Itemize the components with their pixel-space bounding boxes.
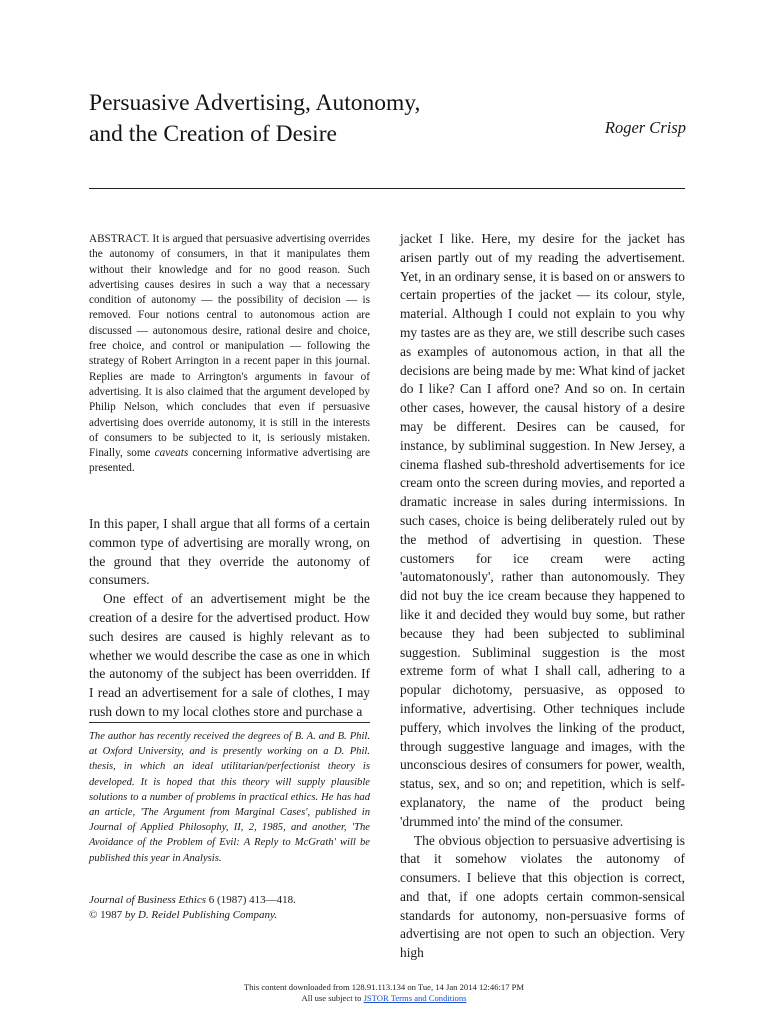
abstract [89, 232, 370, 477]
terms-prefix: All use subject to [301, 993, 364, 1003]
download-info: This content downloaded from 128.91.113.134 on Tue, 14 Jan 2014 12:46:17 PM [243, 982, 525, 992]
footnote-divider [89, 722, 370, 723]
article-title [89, 88, 420, 150]
terms-line [0, 993, 768, 1004]
footnote-text: The author has recently received the degrees of B. A. and B. Phil. at Oxford University, and is presently working on a D. Phil. thesis, in which an ideal utilitarian/perfectionist theory is developed. It is hoped that this theory will supply plausible solutions to a number of problems in practical ethics. He has had an article, 'The Argument from Marginal Cases', published in Journal of Applied Philosophy, II, 2, 1985, and another, 'The Avoidance of the Problem of Evil: A Reply to McGrath' will be published this year in Analysis. [89, 731, 370, 864]
copyright-symbol-year: © 1987 [89, 909, 125, 921]
title-line-2: and the Creation of Desire [89, 121, 337, 147]
author-footnote [89, 729, 370, 866]
journal-reference [89, 893, 296, 923]
abstract-text: ABSTRACT. It is argued that persuasive advertising overrides the autonomy of consumers, in that it manipulates them without their knowledge and for no good reason. Such advertising causes desires in such a way that a necessary condition of autonomy — the possibility of decision — is removed. Four notions central to autonomous action are discussed — autonomous desire, rational desire and choice, free choice, and control or manipulation — following the strategy of Robert Arrington in a recent paper in this journal. Replies are made to Arrington's arguments in favour of advertising. It is also claimed that the argument developed by Philip Nelson, which concludes that even if persuasive advertising does override autonomy, it is still in the interests of consumers to be subjected to it, is seriously mistaken. Finally, some caveats concerning informative advertising are presented. [89, 233, 370, 475]
journal-volume-pages: 6 (1987) 413—418. [206, 894, 296, 906]
body-paragraph: The obvious objection to persuasive advertising is that it somehow violates the autonomy of consumers. I believe that this objection is correct, and that, if one adopts certain common-sensical standards for autonomy, non-persuasive forms of advertising are not open to such an objection. Very high [400, 832, 685, 961]
title-line-1: Persuasive Advertising, Autonomy, [89, 90, 421, 116]
publisher-name: by D. Reidel Publishing Company. [124, 909, 278, 921]
journal-citation [89, 893, 296, 908]
body-paragraph: One effect of an advertisement might be the creation of a desire for the advertised product. How such desires are caused is highly relevant as to whether we would describe the case as one in which the autonomy of the subject has been overridden. If I read an advertisement for a sale of clothes, I may rush down to my local clothes store and purchase a [89, 591, 370, 719]
body-paragraph: jacket I like. Here, my desire for the jacket has arisen partly out of my reading the advertisement. Yet, in an ordinary sense, it is based on or answers to certain properties of the jacket — its colour, style, material. Although I could not explain to you why my tastes are as they are, we still describe such cases as examples of autonomous action, in that all the decisions are being made by me: What kind of jacket do I like? Can I afford one? And so on. In certain other cases, however, the causal history of a desire may be different. Desires can be caused, for instance, by subliminal suggestion. In New Jersey, a cinema flashed sub-threshold advertisements for ice cream onto the screen during movies, and reported a dramatic increase in sales during intermissions. In such cases, choice is being deliberately ruled out by the method of advertising in question. These customers for ice cream were acting 'automatonously', rather than autonomously. They did not buy the ice cream because they happened to like it and decided they would buy some, but rather because they had been subjected to subliminal suggestion. Subliminal suggestion is the most extreme form of what I shall call, adhering to a popular dichotomy, persuasive, as opposed to informative, advertising. Other techniques include puffery, which involves the linking of the product, through suggestive language and images, with the unconscious desires of consumers for power, wealth, status, sex, and so on; and repetition, which is self-explanatory, the name of the product being 'drummed into' the mind of the consumer. [400, 231, 685, 829]
header-divider [89, 188, 685, 189]
right-column-body [400, 230, 685, 963]
download-notice [0, 982, 768, 1004]
left-column-body [89, 515, 370, 722]
body-paragraph: In this paper, I shall argue that all forms of a certain common type of advertising are morally wrong, on the ground that they override the autonomy of consumers. [89, 516, 370, 588]
journal-name: Journal of Business Ethics [89, 894, 207, 906]
copyright-line [89, 908, 296, 923]
author-name: Roger Crisp [604, 118, 686, 137]
jstor-terms-link[interactable]: JSTOR Terms and Conditions [363, 993, 467, 1003]
